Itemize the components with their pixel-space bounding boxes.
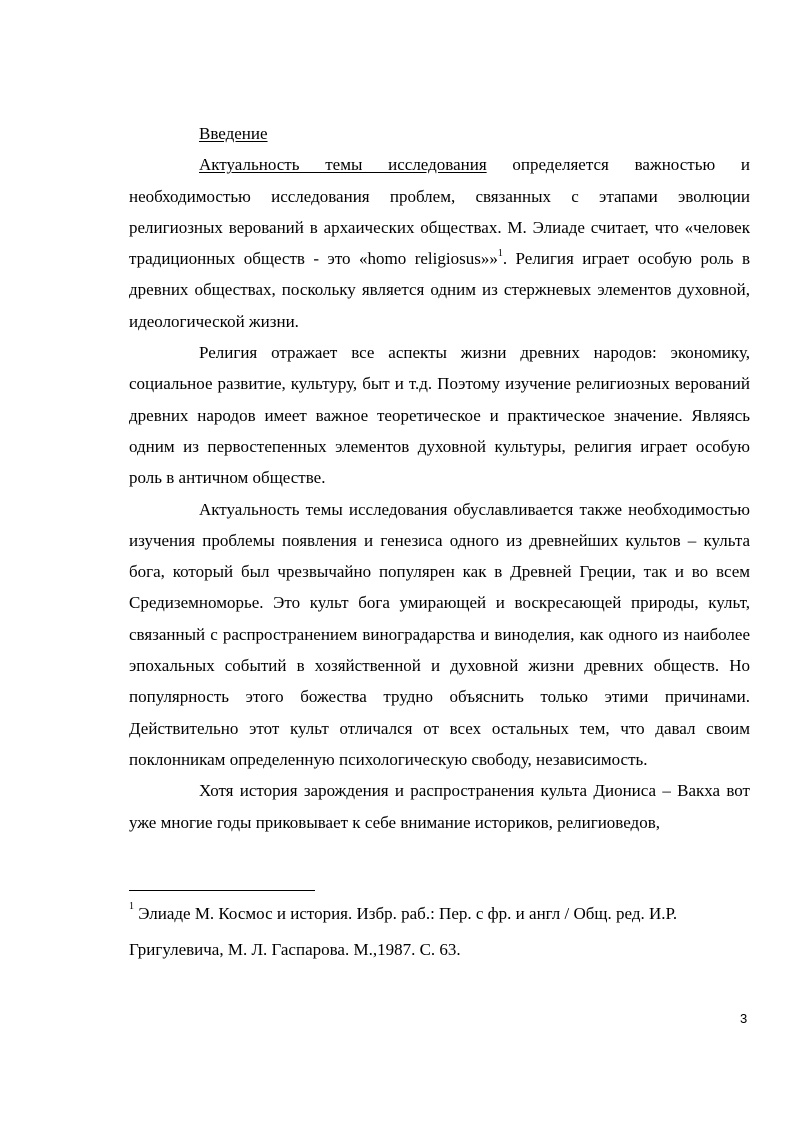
main-text (129, 118, 750, 838)
paragraph-4: Хотя история зарождения и распространения культа Диониса – Вакха вот уже многие годы приковывает к себе внимание историков, религиоведов, (129, 781, 750, 832)
page-number: 3 (740, 1011, 748, 1026)
paragraph-1-text-a: определяется важностью и необходимостью исследования проблем, связанных с этапами эволюции религиозных верований в архаических обществах. М. Элиаде считает, что «человек традиционных обществ - это «homo religiosus»» (129, 155, 750, 269)
paragraph-1 (129, 149, 750, 337)
paragraph-3: Актуальность темы исследования обуславливается также необходимостью изучения проблемы появления и генезиса одного из древнейших культов – культа бога, который был чрезвычайно популярен как в Древней Греции, так и во всем Средиземноморье. Это культ бога умирающей и воскресающей природы, культ, связанный с распространением виноградарства и виноделия, как одного из наиболее эпохальных событий в хозяйственной и духовной жизни древних обществ. Но популярность этого божества трудно объяснить только этими причинами. Действительно этот культ отличался от всех остальных тем, что давал своим поклонникам определенную психологическую свободу, независимость. (129, 499, 750, 769)
footnote-text: Элиаде М. Космос и история. Избр. раб.: Пер. с фр. и англ / Общ. ред. И.Р. Григулевича, М. Л. Гаспарова. М.,1987. С. 63. (129, 904, 678, 959)
footnote (129, 896, 750, 968)
heading-text: Введение (199, 124, 268, 143)
footnote-number: 1 (129, 901, 134, 913)
footnote-reference[interactable]: 1 (497, 247, 503, 259)
paragraph-2: Религия отражает все аспекты жизни древних народов: экономику, социальное развитие, культуру, быт и т.д. Поэтому изучение религиозных верований древних народов имеет важное теоретическое и практическое значение. Являясь одним из первостепенных элементов духовной культуры, религия играет особую роль в античном обществе. (129, 343, 750, 488)
footnote-separator (129, 890, 315, 891)
paragraph-1-text-b: . Религия играет особую роль в древних обществах, поскольку является одним из стержневых элементов духовной, идеологической жизни. (129, 249, 751, 331)
relevance-lead: Актуальность темы исследования (199, 155, 487, 175)
section-heading (129, 118, 750, 149)
